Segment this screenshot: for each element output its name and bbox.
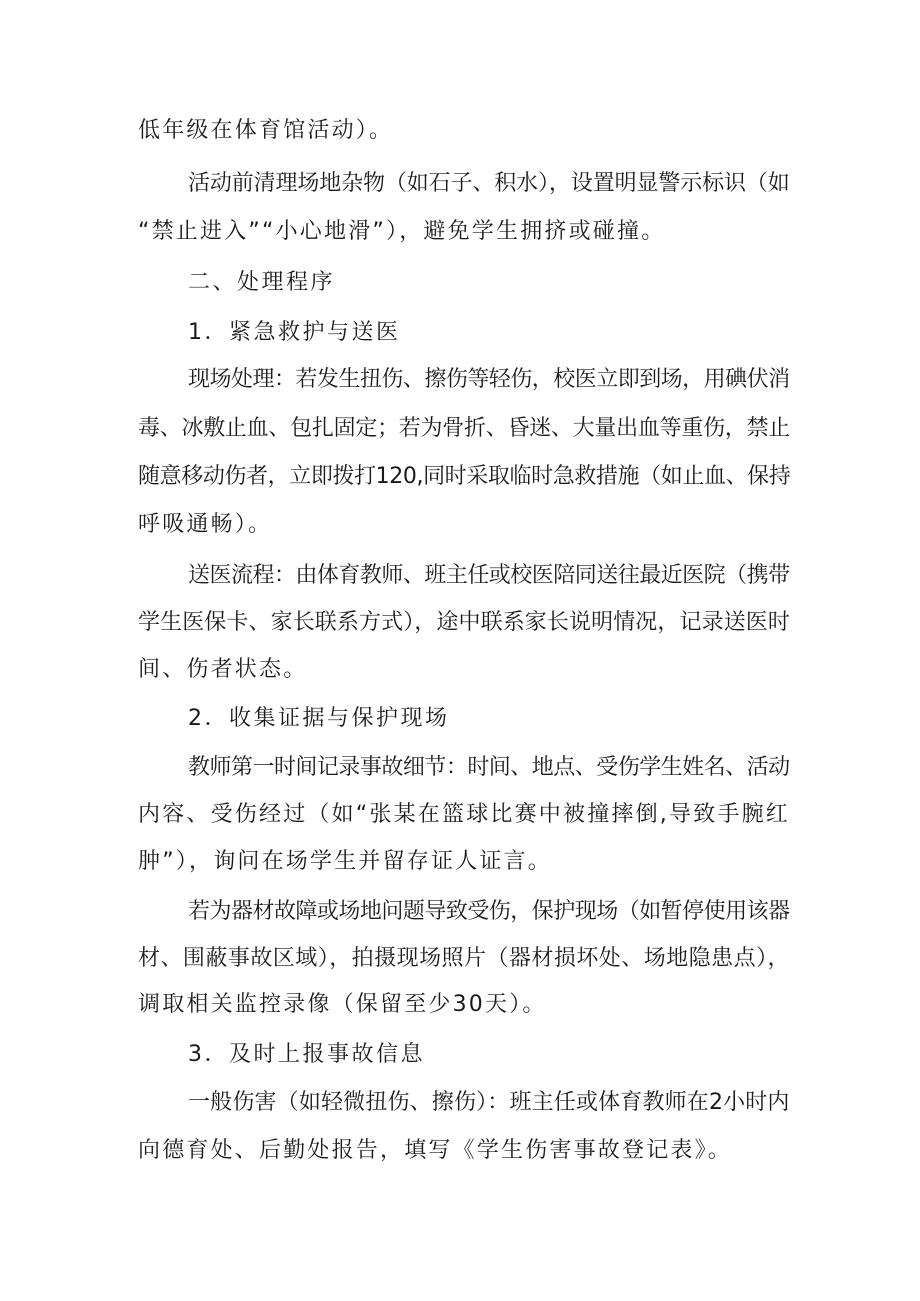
paragraph-line: 随意移动伤者，立即拨打120,同时采取临时急救措施（如止血、保持 <box>138 464 791 489</box>
paragraph-line: 一般伤害（如轻微扭伤、擦伤）：班主任或体育教师在2小时内 <box>188 1090 790 1115</box>
subsection-heading: 2．收集证据与保护现场 <box>188 706 450 731</box>
paragraph-line: 内容、受伤经过（如“张某在篮球比赛中被撞摔倒,导致手腕红 <box>138 802 790 827</box>
paragraph-line: 向德育处、后勤处报告，填写《学生伤害事故登记表》。 <box>138 1138 733 1163</box>
paragraph-line: 材、围蔽事故区域），拍摄现场照片（器材损坏处、场地隐患点）， <box>138 946 791 971</box>
paragraph-line: 调取相关监控录像（保留至少30天）。 <box>138 992 547 1017</box>
section-heading: 二、处理程序 <box>188 270 336 295</box>
subsection-heading: 1．紧急救护与送医 <box>188 320 401 345</box>
paragraph-line: 毒、冰敷止血、包扎固定；若为骨折、昏迷、大量出血等重伤，禁止 <box>138 416 791 441</box>
paragraph-line: 若为器材故障或场地问题导致受伤，保护现场（如暂停使用该器 <box>188 899 790 924</box>
paragraph-line: 教师第一时间记录事故细节：时间、地点、受伤学生姓名、活动 <box>188 755 790 780</box>
paragraph-line: 肿”），询问在场学生并留存证人证言。 <box>138 849 552 874</box>
paragraph-line: 间、伤者状态。 <box>138 657 308 682</box>
paragraph-line: 学生医保卡、家长联系方式），途中联系家长说明情况，记录送医时 <box>138 610 791 635</box>
paragraph-line: “禁止进入”“小心地滑”），避免学生拥挤或碰撞。 <box>138 219 666 244</box>
paragraph-line: 现场处理：若发生扭伤、擦伤等轻伤，校医立即到场，用碘伏消 <box>188 367 790 392</box>
paragraph-line: 低年级在体育馆活动）。 <box>138 118 394 143</box>
paragraph-line: 送医流程：由体育教师、班主任或校医陪同送往最近医院（携带 <box>188 563 790 588</box>
paragraph-line: 呼吸通畅）。 <box>138 512 273 537</box>
subsection-heading: 3．及时上报事故信息 <box>188 1042 425 1067</box>
paragraph-line: 活动前清理场地杂物（如石子、积水），设置明显警示标识（如 <box>188 171 790 196</box>
